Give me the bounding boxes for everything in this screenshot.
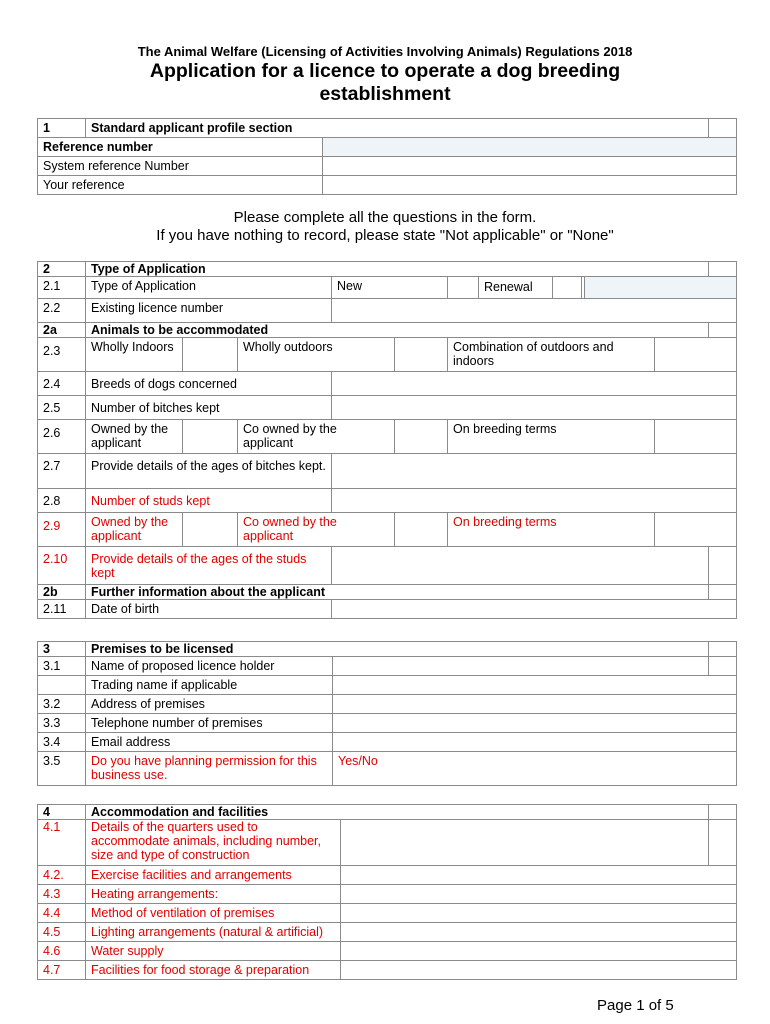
date-of-birth-label: Date of birth bbox=[86, 600, 332, 619]
section-header-cell bbox=[709, 119, 737, 138]
section-number: 4 bbox=[38, 805, 86, 820]
studs-breeding-terms-label: On breeding terms bbox=[448, 513, 655, 547]
wholly-outdoors-label: Wholly outdoors bbox=[238, 338, 395, 372]
row-end-cell bbox=[709, 820, 737, 866]
section-header-cell bbox=[709, 642, 737, 657]
email-label: Email address bbox=[86, 733, 333, 752]
breeds-field[interactable] bbox=[332, 372, 737, 396]
row-number: 2.8 bbox=[38, 489, 86, 513]
breeds-label: Breeds of dogs concerned bbox=[86, 372, 332, 396]
row-number: 3.4 bbox=[38, 733, 86, 752]
row-number: 2.4 bbox=[38, 372, 86, 396]
section-3-table bbox=[37, 641, 737, 786]
studs-owned-checkbox[interactable] bbox=[183, 513, 238, 547]
row-number: 4.1 bbox=[38, 820, 86, 866]
row-number: 2.9 bbox=[38, 513, 86, 547]
row-number: 2.2 bbox=[38, 299, 86, 323]
application-type-spare-cell bbox=[585, 277, 737, 299]
instructions bbox=[0, 209, 770, 245]
bitches-owned-label: Owned by the applicant bbox=[86, 420, 183, 454]
heating-label: Heating arrangements: bbox=[86, 885, 341, 904]
row-number: 2.6 bbox=[38, 420, 86, 454]
instructions-line-1: Please complete all the questions in the form. bbox=[233, 209, 537, 226]
subsection-number: 2a bbox=[38, 323, 86, 338]
row-number: 2.7 bbox=[38, 454, 86, 489]
row-end-cell bbox=[709, 657, 737, 676]
studs-count-label: Number of studs kept bbox=[86, 489, 332, 513]
row-number: 4.2. bbox=[38, 866, 86, 885]
section-title: Accommodation and facilities bbox=[86, 805, 709, 820]
section-4-table bbox=[37, 804, 737, 980]
row-number: 3.1 bbox=[38, 657, 86, 676]
exercise-facilities-label: Exercise facilities and arrangements bbox=[86, 866, 341, 885]
heating-field[interactable] bbox=[341, 885, 737, 904]
instructions-line-2: If you have nothing to record, please state "Not applicable" or "None" bbox=[156, 227, 614, 244]
bitches-breeding-terms-label: On breeding terms bbox=[448, 420, 655, 454]
subsection-number: 2b bbox=[38, 585, 86, 600]
new-option-label: New bbox=[332, 277, 448, 299]
wholly-outdoors-checkbox[interactable] bbox=[395, 338, 448, 372]
premises-address-field[interactable] bbox=[333, 695, 737, 714]
reference-number-field[interactable] bbox=[323, 138, 737, 157]
subsection-title: Animals to be accommodated bbox=[86, 323, 709, 338]
bitches-ages-label: Provide details of the ages of bitches kept. bbox=[86, 454, 332, 489]
combination-label: Combination of outdoors and indoors bbox=[448, 338, 655, 372]
ventilation-label: Method of ventilation of premises bbox=[86, 904, 341, 923]
lighting-label: Lighting arrangements (natural & artificial) bbox=[86, 923, 341, 942]
section-2-table bbox=[37, 261, 737, 619]
telephone-label: Telephone number of premises bbox=[86, 714, 333, 733]
renewal-option-label: Renewal bbox=[484, 280, 533, 294]
water-supply-field[interactable] bbox=[341, 942, 737, 961]
row-number: 2.1 bbox=[38, 277, 86, 299]
premises-address-label: Address of premises bbox=[86, 695, 333, 714]
studs-ages-field[interactable] bbox=[332, 547, 709, 585]
food-storage-field[interactable] bbox=[341, 961, 737, 980]
combination-checkbox[interactable] bbox=[655, 338, 737, 372]
existing-licence-label: Existing licence number bbox=[86, 299, 332, 323]
section-title: Premises to be licensed bbox=[86, 642, 709, 657]
licence-holder-field[interactable] bbox=[333, 657, 709, 676]
planning-permission-field[interactable]: Yes/No bbox=[333, 752, 737, 786]
new-checkbox[interactable] bbox=[448, 277, 553, 299]
trading-name-label: Trading name if applicable bbox=[86, 676, 333, 695]
quarters-field[interactable] bbox=[341, 820, 709, 866]
studs-ages-label: Provide details of the ages of the studs kept bbox=[86, 547, 332, 585]
studs-co-owned-checkbox[interactable] bbox=[395, 513, 448, 547]
bitches-count-field[interactable] bbox=[332, 396, 737, 420]
wholly-indoors-checkbox[interactable] bbox=[183, 338, 238, 372]
page-number: Page 1 of 5 bbox=[597, 997, 674, 1014]
studs-count-field[interactable] bbox=[332, 489, 737, 513]
email-field[interactable] bbox=[333, 733, 737, 752]
bitches-count-label: Number of bitches kept bbox=[86, 396, 332, 420]
page-title bbox=[0, 60, 770, 106]
title-line-2: establishment bbox=[319, 83, 451, 105]
lighting-field[interactable] bbox=[341, 923, 737, 942]
water-supply-label: Water supply bbox=[86, 942, 341, 961]
section-1-table bbox=[37, 118, 737, 195]
subsection-title: Further information about the applicant bbox=[86, 585, 709, 600]
row-number: 4.4 bbox=[38, 904, 86, 923]
row-number: 4.6 bbox=[38, 942, 86, 961]
studs-co-owned-label: Co owned by the applicant bbox=[238, 513, 395, 547]
subsection-header-cell bbox=[709, 585, 737, 600]
bitches-co-owned-checkbox[interactable] bbox=[395, 420, 448, 454]
row-number: 2.11 bbox=[38, 600, 86, 619]
studs-ages-extra-cell bbox=[709, 547, 737, 585]
food-storage-label: Facilities for food storage & preparation bbox=[86, 961, 341, 980]
exercise-facilities-field[interactable] bbox=[341, 866, 737, 885]
section-number: 2 bbox=[38, 262, 86, 277]
bitches-owned-checkbox[interactable] bbox=[183, 420, 238, 454]
row-number: 3.2 bbox=[38, 695, 86, 714]
regulations-heading: The Animal Welfare (Licensing of Activities Involving Animals) Regulations 2018 bbox=[137, 44, 633, 59]
system-reference-label: System reference Number bbox=[38, 157, 323, 176]
application-type-label: Type of Application bbox=[86, 277, 332, 299]
bitches-ages-field[interactable] bbox=[332, 454, 737, 489]
section-header-cell bbox=[709, 805, 737, 820]
studs-owned-label: Owned by the applicant bbox=[86, 513, 183, 547]
subsection-header-cell bbox=[709, 323, 737, 338]
wholly-indoors-label: Wholly Indoors bbox=[86, 338, 183, 372]
row-number: 4.3 bbox=[38, 885, 86, 904]
your-reference-field[interactable] bbox=[323, 176, 737, 195]
section-title: Standard applicant profile section bbox=[86, 119, 709, 138]
renewal-checkbox[interactable] bbox=[553, 277, 585, 299]
bitches-co-owned-label: Co owned by the applicant bbox=[238, 420, 395, 454]
row-number bbox=[38, 676, 86, 695]
system-reference-field[interactable] bbox=[323, 157, 737, 176]
row-number: 4.5 bbox=[38, 923, 86, 942]
bitches-breeding-terms-checkbox[interactable] bbox=[655, 420, 737, 454]
row-number: 3.3 bbox=[38, 714, 86, 733]
row-number: 4.7 bbox=[38, 961, 86, 980]
telephone-field[interactable] bbox=[333, 714, 737, 733]
your-reference-label: Your reference bbox=[38, 176, 323, 195]
planning-permission-label: Do you have planning permission for this business use. bbox=[86, 752, 333, 786]
section-title: Type of Application bbox=[86, 262, 709, 277]
existing-licence-field[interactable] bbox=[332, 299, 737, 323]
reference-number-heading: Reference number bbox=[38, 138, 323, 157]
row-number: 2.10 bbox=[38, 547, 86, 585]
section-number: 1 bbox=[38, 119, 86, 138]
row-number: 2.3 bbox=[38, 338, 86, 372]
row-number: 3.5 bbox=[38, 752, 86, 786]
section-number: 3 bbox=[38, 642, 86, 657]
ventilation-field[interactable] bbox=[341, 904, 737, 923]
date-of-birth-field[interactable] bbox=[332, 600, 737, 619]
title-line-1: Application for a licence to operate a dog breeding bbox=[149, 60, 621, 82]
quarters-label: Details of the quarters used to accommodate animals, including number, size and type of construction bbox=[86, 820, 341, 866]
row-number: 2.5 bbox=[38, 396, 86, 420]
trading-name-field[interactable] bbox=[333, 676, 737, 695]
licence-holder-label: Name of proposed licence holder bbox=[86, 657, 333, 676]
section-header-cell bbox=[709, 262, 737, 277]
studs-breeding-terms-checkbox[interactable] bbox=[655, 513, 737, 547]
